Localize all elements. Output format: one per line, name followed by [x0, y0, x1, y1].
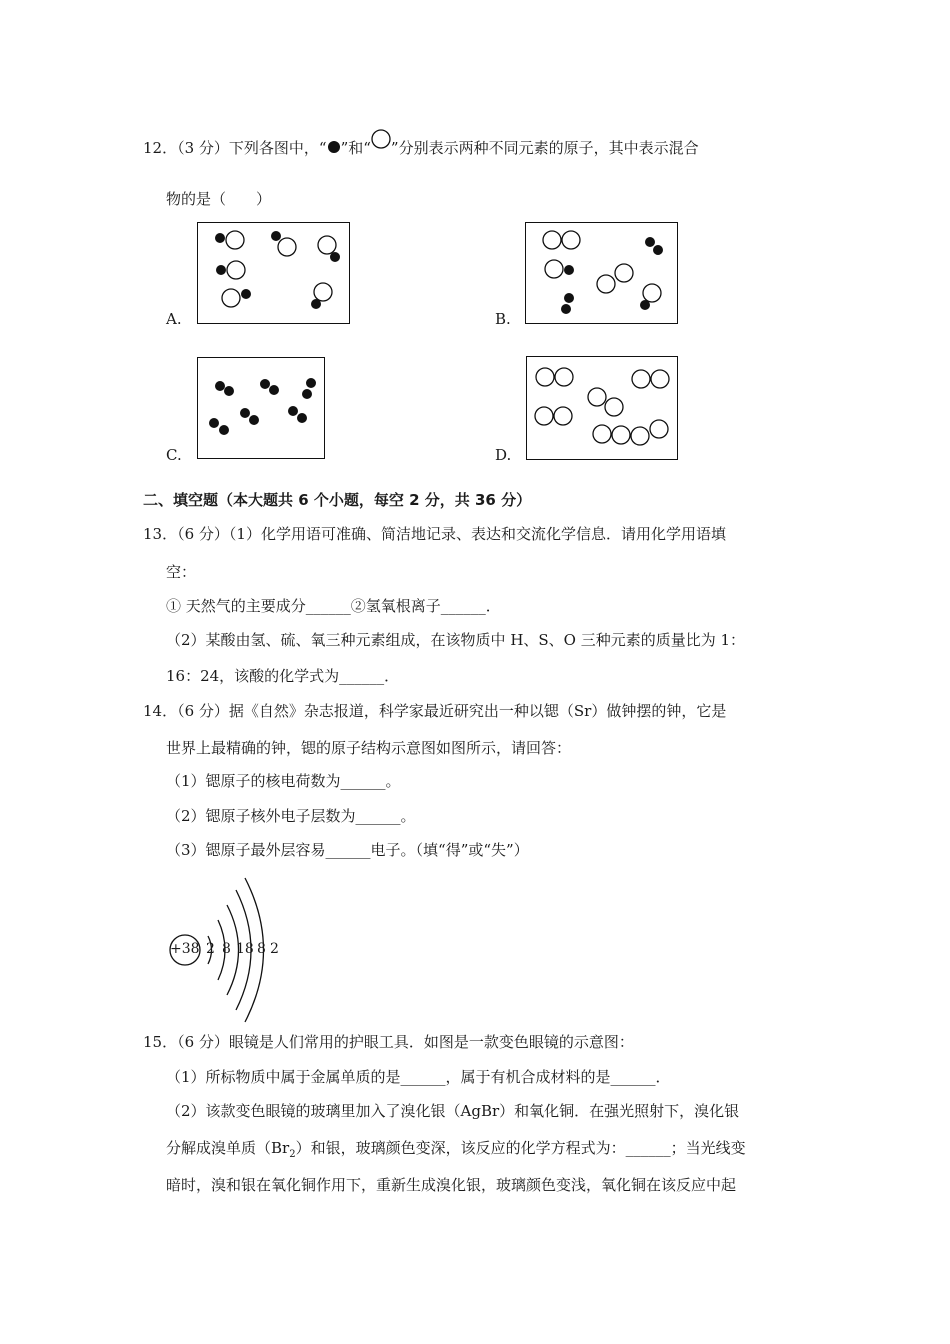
q15-line3: （2）该款变色眼镜的玻璃里加入了溴化银（AgBr）和氧化铜．在强光照射下，溴化银 — [166, 1102, 740, 1120]
q15-line4 — [166, 1138, 746, 1165]
shell-1-count: 2 — [206, 941, 215, 957]
q12-suffix: ”分别表示两种不同元素的原子，其中表示混合 — [390, 139, 699, 157]
q15-line1: 15．（6 分）眼镜是人们常用的护眼工具．如图是一款变色眼镜的示意图： — [143, 1033, 634, 1051]
q12-line2: 物的是（ ） — [166, 190, 272, 208]
q15-line5: 暗时，溴和银在氧化铜作用下，重新生成溴化银，玻璃颜色变浅，氧化铜在该反应中起 — [166, 1176, 737, 1194]
option-b-label: B. — [495, 310, 511, 328]
q15-line4-subscript: 2 — [289, 1149, 296, 1160]
q14-line3: （1）锶原子的核电荷数为______。 — [166, 772, 401, 790]
nucleus-charge: +38 — [170, 941, 200, 957]
q15-line2: （1）所标物质中属于金属单质的是______，属于有机合成材料的是______． — [166, 1068, 671, 1086]
option-c-label: C. — [166, 446, 182, 464]
q13-line3: ① 天然气的主要成分______②氢氧根离子______． — [166, 597, 501, 615]
q15-line4-part1: 分解成溴单质（Br — [166, 1139, 290, 1157]
shell-2-count: 8 — [222, 941, 231, 957]
q13-line1: 13．（6 分）（1）化学用语可准确、简洁地记录、表达和交流化学信息．请用化学用语填 — [143, 525, 726, 543]
q14-line5: （3）锶原子最外层容易______电子。（填“得”或“失”） — [166, 841, 529, 859]
option-c-diagram — [197, 357, 325, 459]
q12-line1 — [143, 131, 699, 158]
q13-line4: （2）某酸由氢、硫、氧三种元素组成，在该物质中 H、S、O 三种元素的质量比为 1： — [166, 631, 746, 649]
option-a-label: A. — [166, 310, 182, 328]
section-heading: 二、填空题（本大题共 6 个小题，每空 2 分，共 36 分） — [143, 491, 532, 509]
q14-line2: 世界上最精确的钟，锶的原子结构示意图如图所示，请回答： — [166, 739, 572, 757]
q13-line5: 16：24，该酸的化学式为______． — [166, 667, 400, 685]
black-atom-icon — [327, 140, 341, 154]
strontium-atom-diagram — [160, 870, 290, 1020]
option-b-diagram — [525, 222, 678, 324]
shell-5-count: 2 — [270, 941, 279, 957]
option-d-diagram — [526, 356, 678, 460]
shell-4-count: 8 — [257, 941, 266, 957]
q12-mid: ”和“ — [340, 139, 371, 157]
q14-line1: 14．（6 分）据《自然》杂志报道，科学家最近研究出一种以锶（Sr）做钟摆的钟，它是 — [143, 702, 727, 720]
option-d-label: D. — [495, 446, 512, 464]
q12-prefix: 12．（3 分）下列各图中，“ — [143, 139, 327, 157]
option-a-diagram — [197, 222, 350, 324]
white-atom-icon — [371, 131, 391, 151]
q15-line4-part2: ）和银，玻璃颜色变深，该反应的化学方程式为：______；当光线变 — [295, 1139, 746, 1157]
q14-line4: （2）锶原子核外电子层数为______。 — [166, 807, 416, 825]
q13-line2: 空： — [166, 563, 197, 581]
shell-3-count: 18 — [236, 941, 254, 957]
